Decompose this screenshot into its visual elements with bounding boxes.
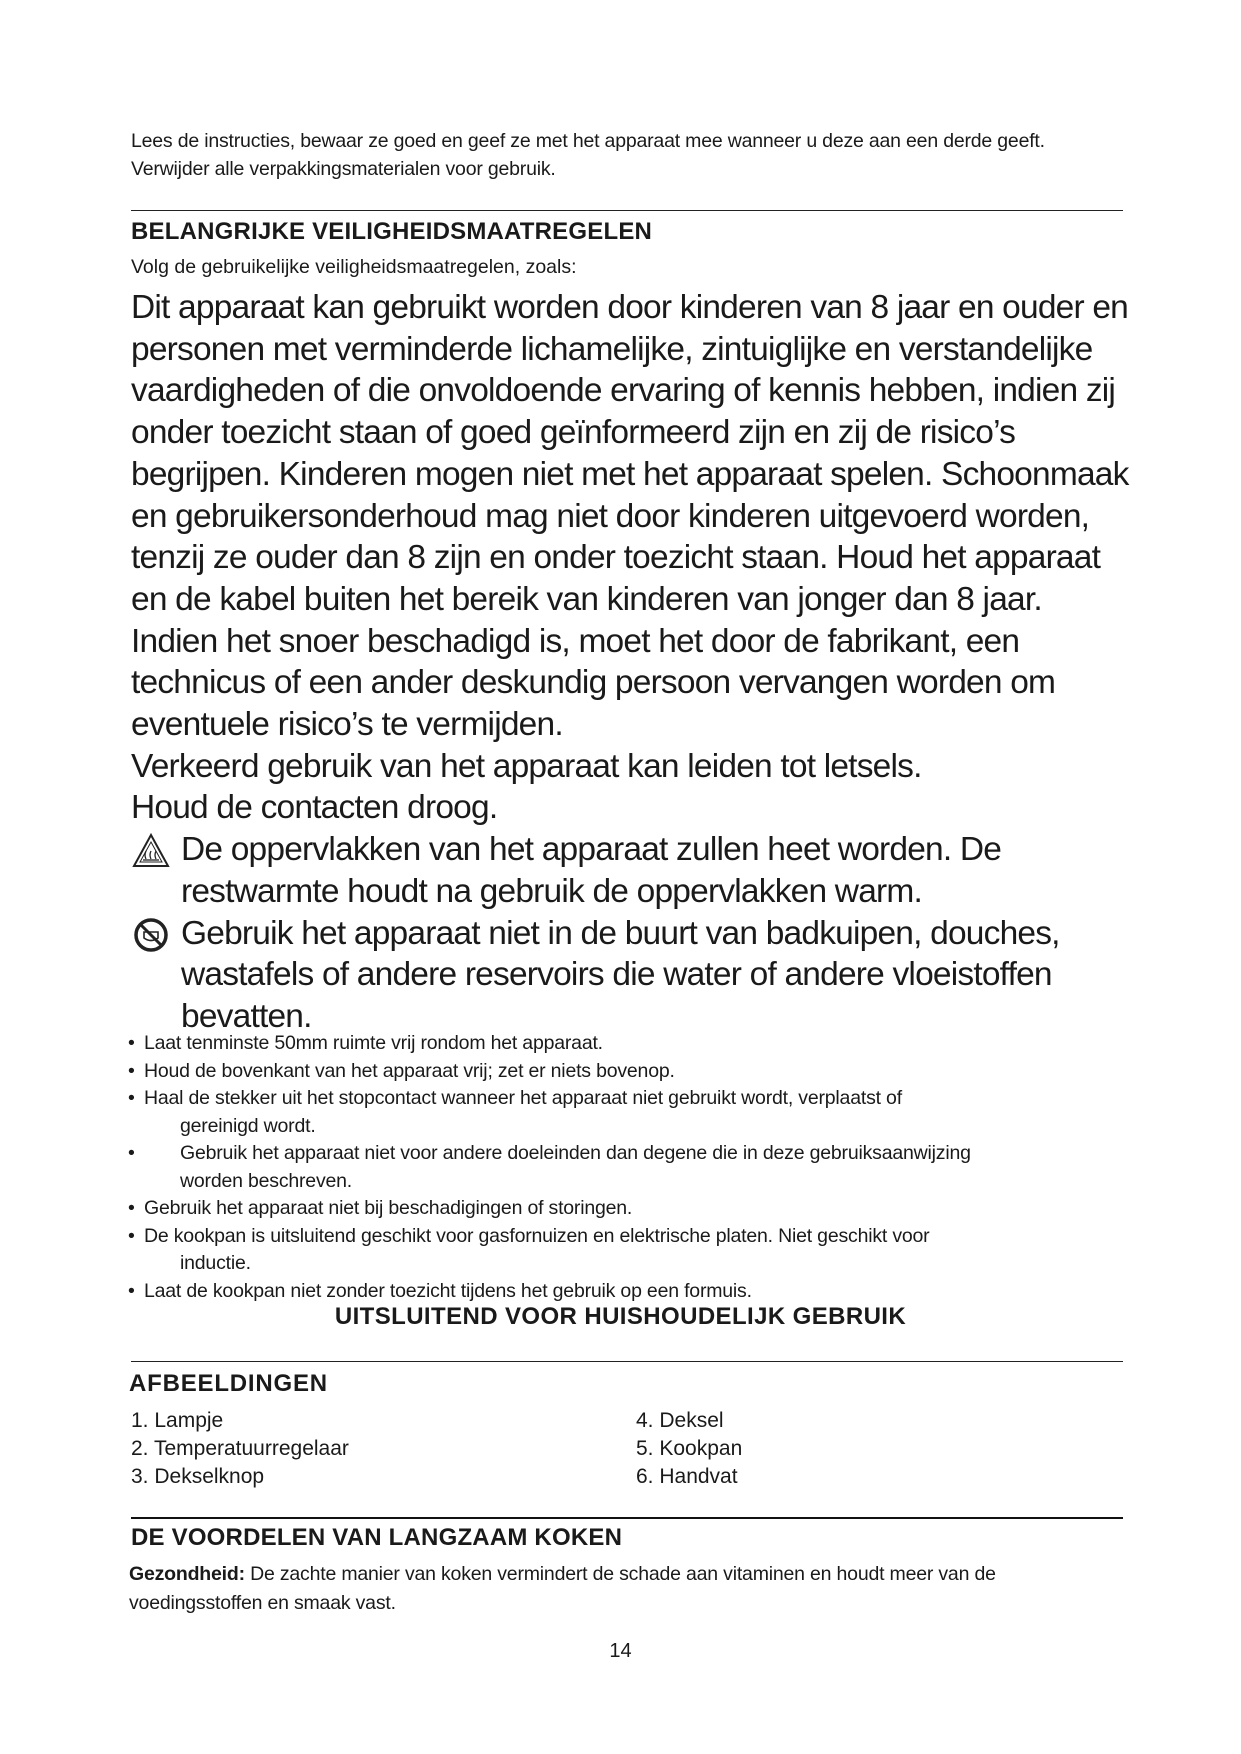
- page-number: 14: [609, 1640, 632, 1662]
- household-use-note: UITSLUITEND VOOR HUISHOUDELIJK GEBRUIK: [334, 1303, 907, 1330]
- bullet-icon: •: [128, 1224, 135, 1247]
- bullet-icon: •: [128, 1142, 135, 1164]
- parts-list-left: [131, 1407, 349, 1491]
- list-item: • Laat de kookpan niet zonder toezicht tijdens het gebruik op een formuis.: [128, 1278, 1128, 1306]
- list-item: • Gebruik het apparaat niet voor andere doeleinden dan degene die in deze gebruiksaanwijzing worden beschreven.: [128, 1142, 971, 1192]
- divider: [131, 210, 1123, 211]
- hot-surface-warning-icon: [131, 831, 171, 871]
- hot-surface-warning-text: De oppervlakken van het apparaat zullen heet worden. De restwarmte houdt na gebruik de oppervlakken warm.: [181, 831, 1002, 910]
- divider: [131, 1517, 1123, 1519]
- parts-list-right: [636, 1407, 742, 1491]
- list-item: • Gebruik het apparaat niet bij beschadigingen of storingen.: [128, 1195, 1128, 1223]
- parts-heading: AFBEELDINGEN: [129, 1370, 328, 1397]
- safety-paragraph-misuse: Verkeerd gebruik van het apparaat kan leiden tot letsels.: [131, 747, 922, 785]
- list-item: 3. Dekselknop: [131, 1465, 265, 1488]
- health-text: De zachte manier van koken vermindert de schade aan vitaminen en houdt meer van de voedingsstoffen en smaak vast.: [129, 1563, 996, 1614]
- benefits-heading: DE VOORDELEN VAN LANGZAAM KOKEN: [131, 1524, 623, 1551]
- safety-subheading: Volg de gebruikelijke veiligheidsmaatregelen, zoals:: [131, 256, 577, 278]
- safety-paragraph-cord: Indien het snoer beschadigd is, moet het door de fabrikant, een technicus of een ander deskundig persoon vervangen worden om eventuele risico’s te vermijden.: [131, 622, 1056, 744]
- intro-text: Lees de instructies, bewaar ze goed en geef ze met het apparaat mee wanneer u deze aan een derde geeft. Verwijder alle verpakkingsmaterialen voor gebruik.: [131, 130, 1045, 180]
- list-item: 6. Handvat: [636, 1465, 738, 1488]
- safety-paragraph-children: Dit apparaat kan gebruikt worden door kinderen van 8 jaar en ouder en personen met verminderde lichamelijke, zintuiglijke en verstandelijke vaardigheden of die onvoldoende ervaring of kennis hebben, indien zij onder toezicht staan of goed geïnformeerd zijn en zij de risico’s begrijpen. Kinderen mogen niet met het apparaat spelen. Schoonmaak en gebruikersonderhoud mag niet door kinderen uitgevoerd worden, tenzij ze ouder dan 8 zijn en onder toezicht staan. Houd het apparaat en de kabel buiten het bereik van kinderen van jonger dan 8 jaar.: [131, 289, 1129, 618]
- list-item: 2. Temperatuurregelaar: [131, 1437, 349, 1460]
- list-item: • Haal de stekker uit het stopcontact wanneer het apparaat niet gebruikt wordt, verplaatst of gereinigd wordt.: [128, 1087, 902, 1137]
- list-item: 1. Lampje: [131, 1409, 224, 1432]
- health-paragraph: [129, 1560, 1129, 1617]
- safety-heading: BELANGRIJKE VEILIGHEIDSMAATREGELEN: [131, 218, 653, 245]
- bullet-icon: •: [128, 1279, 135, 1302]
- water-warning: [131, 913, 1141, 1038]
- list-item: • Laat tenminste 50mm ruimte vrij rondom het apparaat.: [128, 1030, 1128, 1058]
- hot-surface-warning: [131, 829, 1141, 912]
- bullet-icon: •: [128, 1059, 135, 1082]
- safety-paragraph-contacts: Houd de contacten droog.: [131, 789, 498, 827]
- divider: [131, 1361, 1123, 1362]
- health-label: Gezondheid:: [129, 1563, 245, 1585]
- list-item: 5. Kookpan: [636, 1437, 743, 1460]
- list-item: • De kookpan is uitsluitend geschikt voor gasfornuizen en elektrische platen. Niet geschikt voor inductie.: [128, 1224, 930, 1274]
- list-item: 4. Deksel: [636, 1409, 724, 1432]
- water-warning-text: Gebruik het apparaat niet in de buurt van badkuipen, douches, wastafels of andere reservoirs die water of andere vloeistoffen bevatten.: [181, 914, 1060, 1035]
- safety-main-text: [131, 287, 1141, 1038]
- no-water-icon: [131, 915, 171, 955]
- list-item: • Houd de bovenkant van het apparaat vrij; zet er niets bovenop.: [128, 1058, 1128, 1086]
- safety-bullet-list: [128, 1030, 1128, 1305]
- bullet-icon: •: [128, 1032, 135, 1054]
- bullet-icon: •: [128, 1197, 135, 1219]
- bullet-icon: •: [128, 1087, 135, 1109]
